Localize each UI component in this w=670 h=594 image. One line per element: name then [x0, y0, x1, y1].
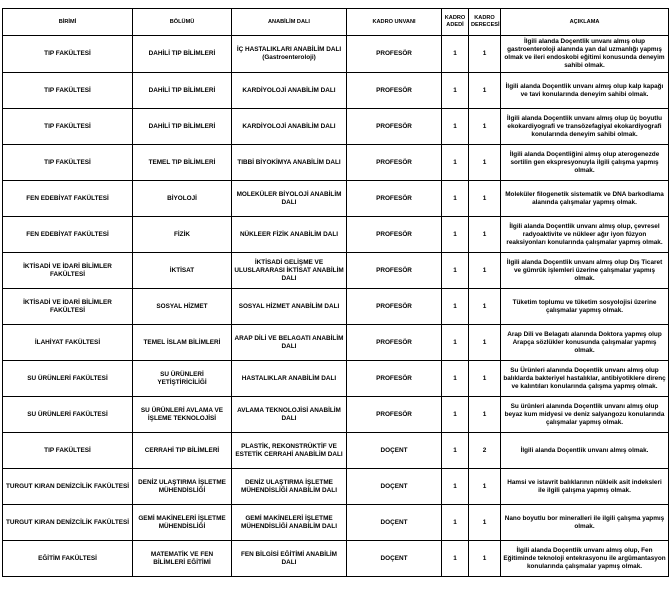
- cell-derece: 1: [469, 397, 501, 433]
- cell-anabilim: SOSYAL HİZMET ANABİLİM DALI: [232, 289, 347, 325]
- cell-aciklama: İlgili alanda Doçentlik unvanı almış olup Dış Ticaret ve gümrük işlemleri üzerine çalışmalar yapmış olmak.: [501, 253, 669, 289]
- header-unvan: KADRO UNVANI: [347, 9, 442, 36]
- cell-unvan: PROFESÖR: [347, 36, 442, 73]
- cell-derece: 1: [469, 36, 501, 73]
- cell-bolum: BİYOLOJİ: [133, 181, 232, 217]
- cell-bolum: MATEMATİK VE FEN BİLİMLERİ EĞİTİMİ: [133, 541, 232, 577]
- table-row: [3, 325, 669, 361]
- cell-adet: 1: [442, 109, 469, 145]
- cell-unvan: DOÇENT: [347, 505, 442, 541]
- cell-anabilim: NÜKLEER FİZİK ANABİLİM DALI: [232, 217, 347, 253]
- table-row: [3, 361, 669, 397]
- cell-birim: TIP FAKÜLTESİ: [3, 109, 133, 145]
- cell-adet: 1: [442, 289, 469, 325]
- cell-adet: 1: [442, 181, 469, 217]
- cell-anabilim: GEMİ MAKİNELERİ İŞLETME MÜHENDİSLİĞİ ANABİLİM DALI: [232, 505, 347, 541]
- cell-adet: 1: [442, 217, 469, 253]
- cell-birim: FEN EDEBİYAT FAKÜLTESİ: [3, 181, 133, 217]
- cell-unvan: PROFESÖR: [347, 73, 442, 109]
- cell-bolum: DAHİLİ TIP BİLİMLERİ: [133, 109, 232, 145]
- cell-bolum: SOSYAL HİZMET: [133, 289, 232, 325]
- cell-bolum: DAHİLİ TIP BİLİMLERİ: [133, 73, 232, 109]
- cell-bolum: DENİZ ULAŞTIRMA İŞLETME MÜHENDİSLİĞİ: [133, 469, 232, 505]
- cell-aciklama: Hamsi ve istavrit balıklarının nükleik asit indeksleri ile ilgili çalışma yapmış olmak.: [501, 469, 669, 505]
- cell-anabilim: İKTİSADİ GELİŞME VE ULUSLARARASI İKTİSAT ANABİLİM DALI: [232, 253, 347, 289]
- table-row: [3, 253, 669, 289]
- cell-birim: İKTİSADİ VE İDARİ BİLİMLER FAKÜLTESİ: [3, 253, 133, 289]
- cell-adet: 1: [442, 397, 469, 433]
- cell-anabilim: MOLEKÜLER BİYOLOJİ ANABİLİM DALI: [232, 181, 347, 217]
- cell-adet: 1: [442, 36, 469, 73]
- cell-unvan: PROFESÖR: [347, 217, 442, 253]
- cell-aciklama: İlgili alanda Doçentlik unvanı almış olup, çevresel radyoaktivite ve nükleer ağır iyon füzyon reaksiyonları konularında çalışmalar yapmış olmak.: [501, 217, 669, 253]
- cell-birim: FEN EDEBİYAT FAKÜLTESİ: [3, 217, 133, 253]
- cell-derece: 2: [469, 433, 501, 469]
- cell-adet: 1: [442, 253, 469, 289]
- header-aciklama: AÇIKLAMA: [501, 9, 669, 36]
- cell-adet: 1: [442, 505, 469, 541]
- cell-anabilim: TIBBİ BİYOKİMYA ANABİLİM DALI: [232, 145, 347, 181]
- header-derece: KADRO DERECESİ: [469, 9, 501, 36]
- cell-derece: 1: [469, 289, 501, 325]
- cell-bolum: CERRAHİ TIP BİLİMLERİ: [133, 433, 232, 469]
- table-row: [3, 145, 669, 181]
- cell-birim: SU ÜRÜNLERİ FAKÜLTESİ: [3, 361, 133, 397]
- cell-aciklama: Su Ürünleri alanında Doçentlik unvanı almış olup balıklarda bakteriyel hastalıklar, antibiyotiklere direnç ve kalıntıları konularında çalışma yapmış olmak.: [501, 361, 669, 397]
- table-row: [3, 73, 669, 109]
- cell-adet: 1: [442, 469, 469, 505]
- cell-bolum: DAHİLİ TIP BİLİMLERİ: [133, 36, 232, 73]
- cell-derece: 1: [469, 325, 501, 361]
- table-row: [3, 289, 669, 325]
- cell-adet: 1: [442, 73, 469, 109]
- table-row: [3, 433, 669, 469]
- cell-birim: TIP FAKÜLTESİ: [3, 433, 133, 469]
- cell-aciklama: Arap Dili ve Belagatı alanında Doktora yapmış olup Arapça sözlükler konusunda çalışmalar yapmış olmak.: [501, 325, 669, 361]
- cell-anabilim: HASTALIKLAR ANABİLİM DALI: [232, 361, 347, 397]
- cell-adet: 1: [442, 145, 469, 181]
- cell-birim: SU ÜRÜNLERİ FAKÜLTESİ: [3, 397, 133, 433]
- cell-adet: 1: [442, 361, 469, 397]
- cell-unvan: DOÇENT: [347, 469, 442, 505]
- cell-bolum: SU ÜRÜNLERİ AVLAMA VE İŞLEME TEKNOLOJİSİ: [133, 397, 232, 433]
- cell-birim: İLAHİYAT FAKÜLTESİ: [3, 325, 133, 361]
- cell-birim: TURGUT KIRAN DENİZCİLİK FAKÜLTESİ: [3, 469, 133, 505]
- cell-anabilim: İÇ HASTALIKLARI ANABİLİM DALI (Gastroenteroloji): [232, 36, 347, 73]
- cell-derece: 1: [469, 505, 501, 541]
- header-bolum: BÖLÜMÜ: [133, 9, 232, 36]
- cell-aciklama: İlgili alanda Doçentlik unvanı almış olup üç boyutlu ekokardiyografi ve transözefagiyal ekokardiyografi konularında deneyim sahibi olmak.: [501, 109, 669, 145]
- cell-aciklama: Tüketim toplumu ve tüketim sosyolojisi üzerine çalışmalar yapmış olmak.: [501, 289, 669, 325]
- cell-unvan: PROFESÖR: [347, 181, 442, 217]
- table-row: [3, 109, 669, 145]
- cell-unvan: PROFESÖR: [347, 361, 442, 397]
- cell-anabilim: ARAP DİLİ VE BELAGATI ANABİLİM DALI: [232, 325, 347, 361]
- cell-adet: 1: [442, 541, 469, 577]
- cell-anabilim: FEN BİLGİSİ EĞİTİMİ ANABİLİM DALI: [232, 541, 347, 577]
- cell-unvan: PROFESÖR: [347, 289, 442, 325]
- cell-aciklama: Nano boyutlu bor mineralleri ile ilgili çalışma yapmış olmak.: [501, 505, 669, 541]
- cell-aciklama: Moleküler filogenetik sistematik ve DNA barkodlama alanında çalışmalar yapmış olmak.: [501, 181, 669, 217]
- header-birim: BİRİMİ: [3, 9, 133, 36]
- table-row: [3, 469, 669, 505]
- table-row: [3, 541, 669, 577]
- cell-derece: 1: [469, 109, 501, 145]
- cell-aciklama: İlgili alanda Doçentlik unvanı almış olmak.: [501, 433, 669, 469]
- cell-derece: 1: [469, 361, 501, 397]
- cell-derece: 1: [469, 541, 501, 577]
- cell-anabilim: AVLAMA TEKNOLOJİSİ ANABİLİM DALI: [232, 397, 347, 433]
- cell-aciklama: İlgili alanda Doçentliğini almış olup aterogenezde sortilin gen ekspresyonuyla ilgili çalışma yapmış olmak.: [501, 145, 669, 181]
- cell-anabilim: PLASTİK, REKONSTRÜKTİF VE ESTETİK CERRAHİ ANABİLİM DALI: [232, 433, 347, 469]
- cell-anabilim: KARDİYOLOJİ ANABİLİM DALI: [232, 73, 347, 109]
- kadro-table: [2, 8, 669, 577]
- cell-unvan: DOÇENT: [347, 541, 442, 577]
- cell-aciklama: Su ürünleri alanında Doçentlik unvanı almış olup beyaz kum midyesi ve deniz salyangozu konularında çalışmalar yapmış olmak.: [501, 397, 669, 433]
- table-row: [3, 36, 669, 73]
- cell-birim: TIP FAKÜLTESİ: [3, 73, 133, 109]
- cell-birim: EĞİTİM FAKÜLTESİ: [3, 541, 133, 577]
- cell-derece: 1: [469, 145, 501, 181]
- cell-derece: 1: [469, 253, 501, 289]
- header-anabilim: ANABİLİM DALI: [232, 9, 347, 36]
- cell-unvan: PROFESÖR: [347, 325, 442, 361]
- cell-bolum: SU ÜRÜNLERİ YETİŞTİRİCİLİĞİ: [133, 361, 232, 397]
- table-row: [3, 397, 669, 433]
- cell-birim: TIP FAKÜLTESİ: [3, 145, 133, 181]
- cell-bolum: İKTİSAT: [133, 253, 232, 289]
- cell-derece: 1: [469, 469, 501, 505]
- cell-birim: TURGUT KIRAN DENİZCİLİK FAKÜLTESİ: [3, 505, 133, 541]
- cell-derece: 1: [469, 181, 501, 217]
- cell-aciklama: İlgili alanda Doçentlik unvanı almış olup gastroenteroloji alanında yan dal uzmanlığı yapmış olmak ve ileri endoskobi eğitimi konusunda deneyim sahibi olmak.: [501, 36, 669, 73]
- cell-unvan: PROFESÖR: [347, 145, 442, 181]
- cell-unvan: PROFESÖR: [347, 253, 442, 289]
- cell-unvan: DOÇENT: [347, 433, 442, 469]
- cell-unvan: PROFESÖR: [347, 109, 442, 145]
- table-row: [3, 217, 669, 253]
- cell-derece: 1: [469, 217, 501, 253]
- cell-birim: İKTİSADİ VE İDARİ BİLİMLER FAKÜLTESİ: [3, 289, 133, 325]
- cell-bolum: TEMEL TIP BİLİMLERİ: [133, 145, 232, 181]
- header-adet: KADRO ADEDİ: [442, 9, 469, 36]
- table-row: [3, 505, 669, 541]
- cell-aciklama: İlgili alanda Doçentlik unvanı almış olup, Fen Eğitiminde teknoloji entekrasyonu ile argümantasyon konularında çalışmalar yapmış olmak.: [501, 541, 669, 577]
- cell-bolum: TEMEL İSLAM BİLİMLERİ: [133, 325, 232, 361]
- cell-derece: 1: [469, 73, 501, 109]
- cell-bolum: FİZİK: [133, 217, 232, 253]
- cell-birim: TIP FAKÜLTESİ: [3, 36, 133, 73]
- cell-unvan: PROFESÖR: [347, 397, 442, 433]
- table-row: [3, 181, 669, 217]
- cell-anabilim: DENİZ ULAŞTIRMA İŞLETME MÜHENDİSLİĞİ ANABİLİM DALI: [232, 469, 347, 505]
- cell-anabilim: KARDİYOLOJİ ANABİLİM DALI: [232, 109, 347, 145]
- cell-bolum: GEMİ MAKİNELERİ İŞLETME MÜHENDİSLİĞİ: [133, 505, 232, 541]
- cell-aciklama: İlgili alanda Doçentlik unvanı almış olup kalp kapağı ve tavi konularında deneyim sahibi olmak.: [501, 73, 669, 109]
- cell-adet: 1: [442, 433, 469, 469]
- header-row: [3, 9, 669, 36]
- cell-adet: 1: [442, 325, 469, 361]
